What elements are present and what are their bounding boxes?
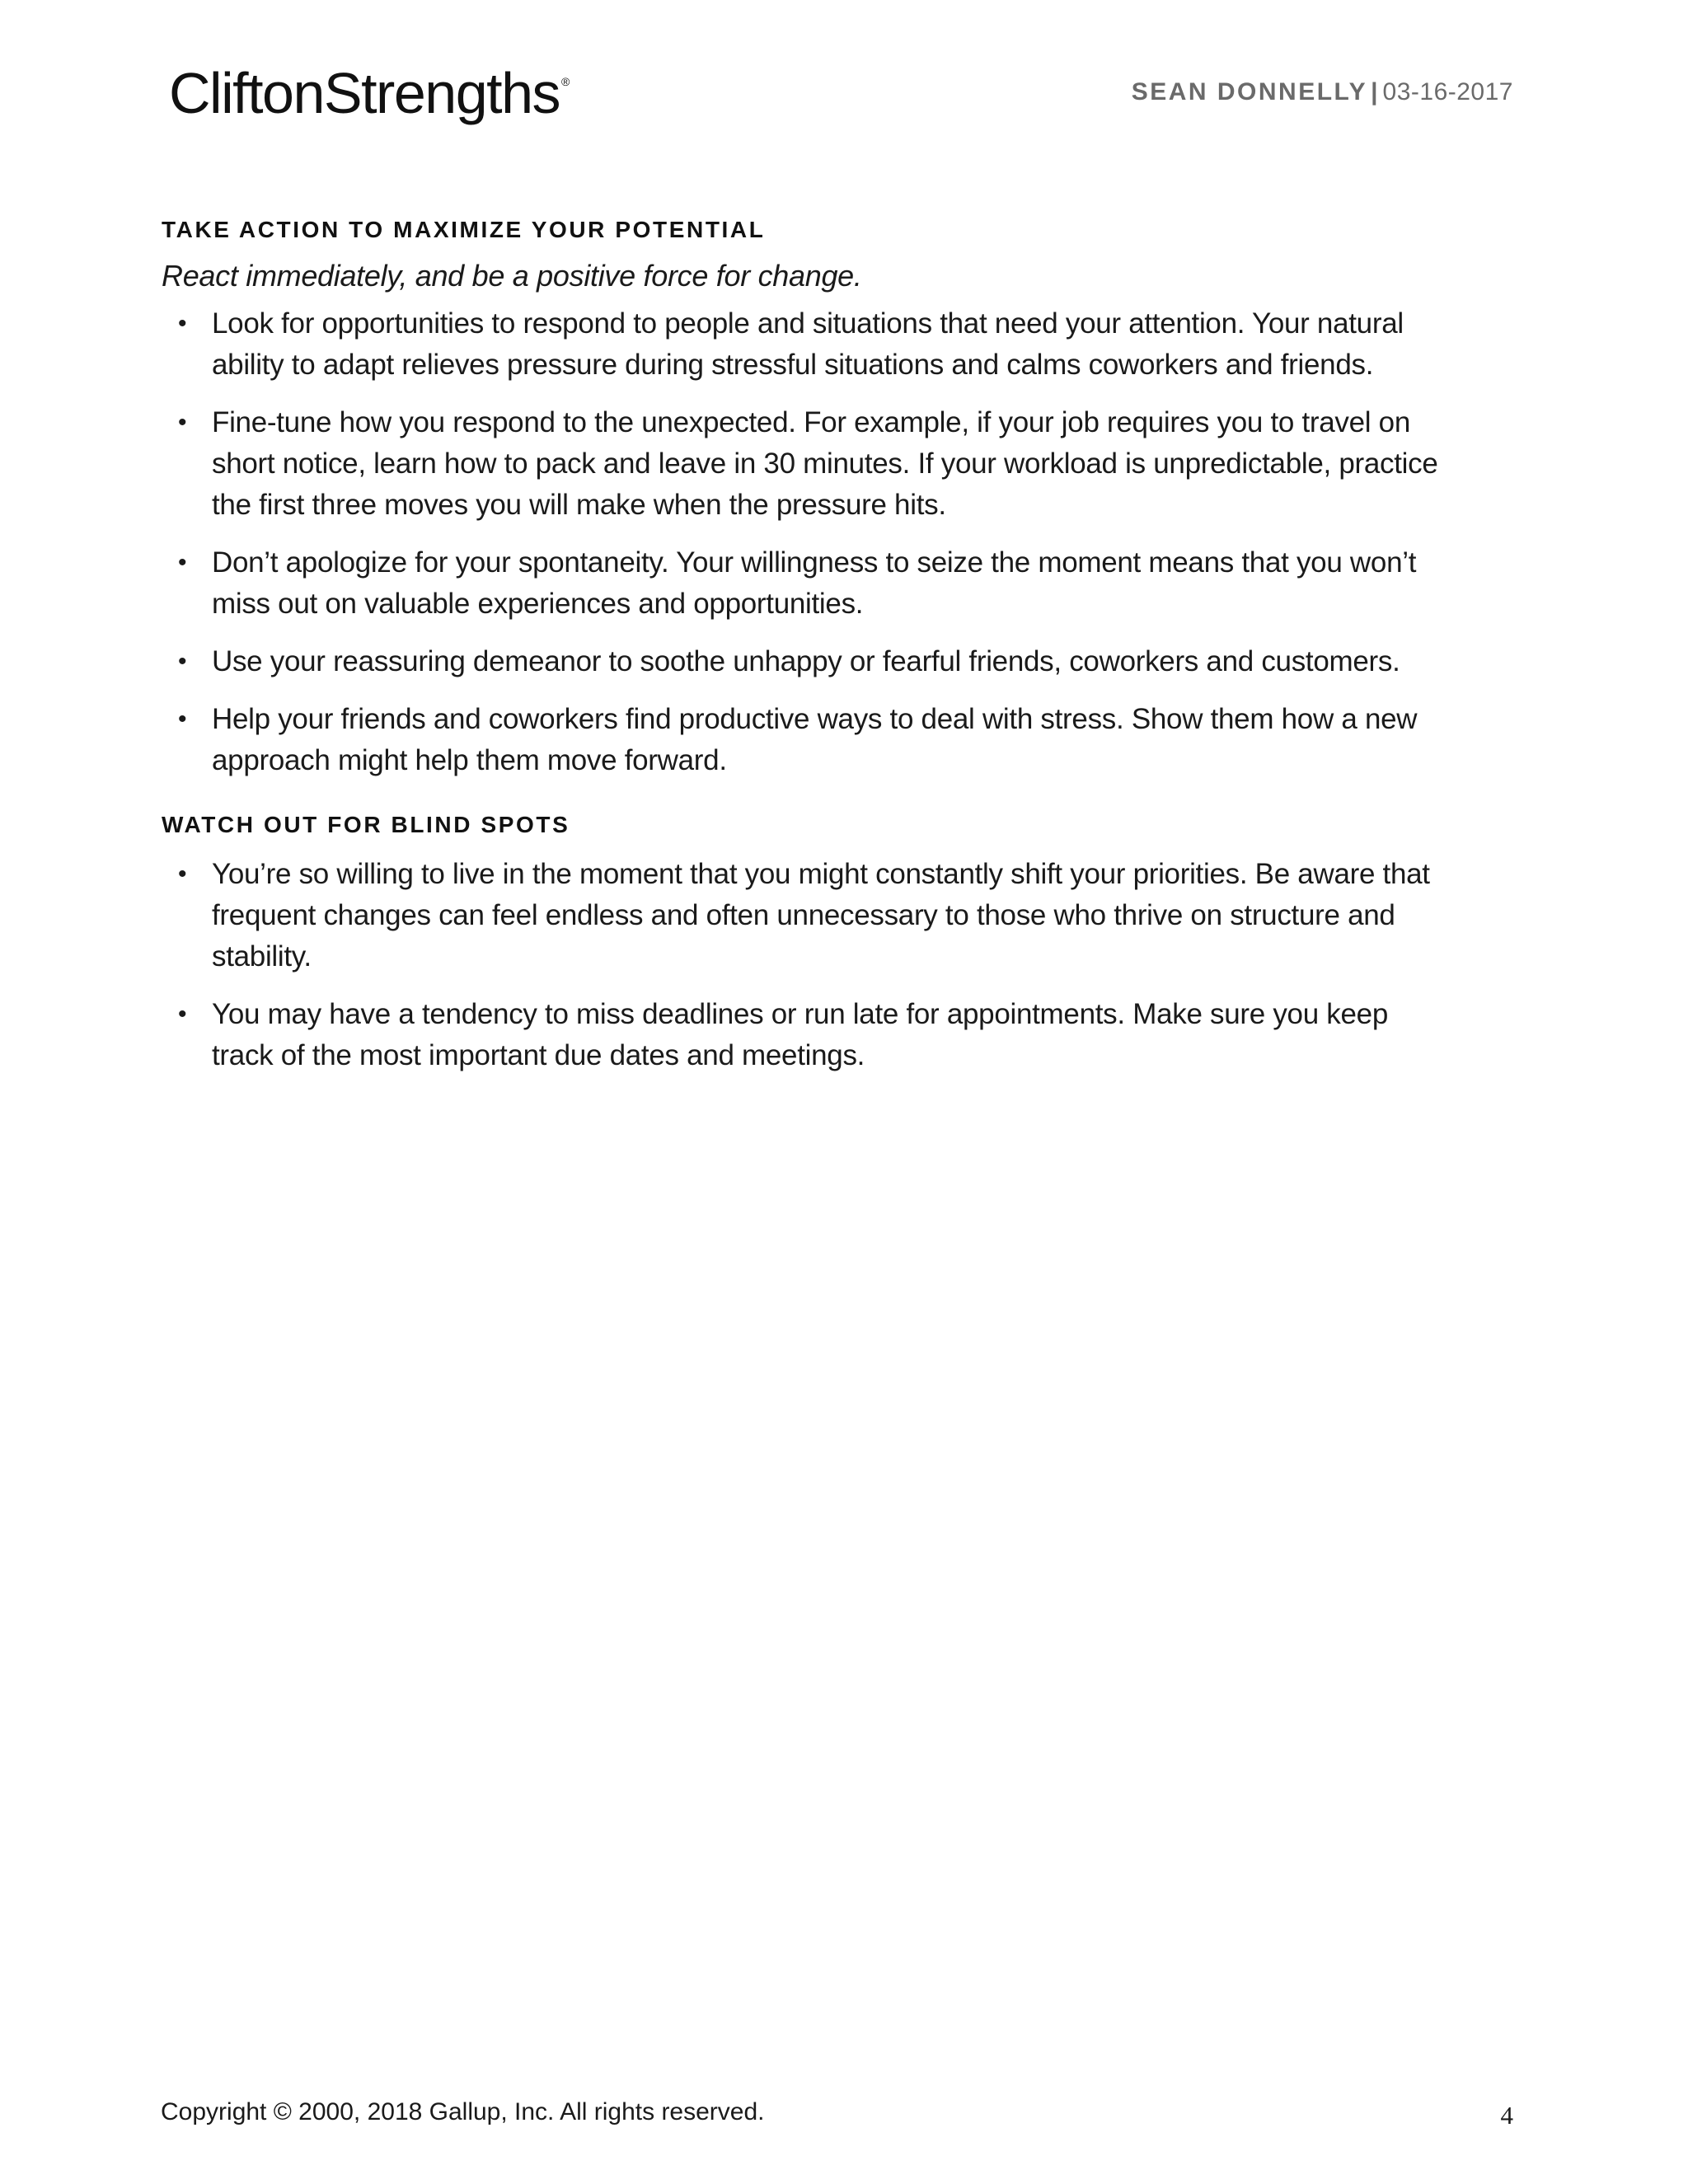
registered-mark: ® <box>561 75 570 88</box>
person-name: SEAN DONNELLY <box>1131 78 1368 105</box>
bullet-icon: • <box>178 1001 187 1028</box>
take-action-list <box>162 303 1447 781</box>
bullet-icon: • <box>178 860 187 888</box>
blind-spots-list <box>162 854 1447 1076</box>
cliftonstrengths-logo <box>169 61 570 125</box>
list-item <box>162 402 1447 526</box>
report-date: 03-16-2017 <box>1382 78 1513 105</box>
section-blind-spots <box>162 811 1447 1076</box>
section-take-action <box>162 216 1447 781</box>
list-item-text: Help your friends and coworkers find productive ways to deal with stress. Show them how a new approach might help them move forward. <box>212 703 1418 776</box>
list-item-text: Use your reassuring demeanor to soothe unhappy or fearful friends, coworkers and customers. <box>212 645 1400 677</box>
list-item-text: You may have a tendency to miss deadlines or run late for appointments. Make sure you keep track of the most important due dates and meetings. <box>212 998 1388 1071</box>
bullet-icon: • <box>178 648 187 675</box>
list-item <box>162 303 1447 386</box>
report-meta <box>1132 80 1513 105</box>
bullet-icon: • <box>178 409 187 436</box>
list-item-text: Don’t apologize for your spontaneity. Your willingness to seize the moment means that you won’t miss out on valuable experiences and opportunities. <box>212 546 1417 620</box>
bullet-icon: • <box>178 549 187 576</box>
page-number: 4 <box>1500 2101 1513 2130</box>
section-heading-take-action: TAKE ACTION TO MAXIMIZE YOUR POTENTIAL <box>162 217 766 242</box>
bullet-icon: • <box>178 705 187 733</box>
list-item <box>162 542 1447 625</box>
list-item <box>162 994 1447 1076</box>
meta-separator: | <box>1371 78 1378 105</box>
logo-text: CliftonStrengths <box>169 61 560 125</box>
copyright-notice: Copyright © 2000, 2018 Gallup, Inc. All rights reserved. <box>161 2098 765 2125</box>
list-item <box>162 641 1447 682</box>
list-item <box>162 854 1447 977</box>
section-subtitle: React immediately, and be a positive force for change. <box>162 259 862 293</box>
list-item-text: You’re so willing to live in the moment that you might constantly shift your priorities. Be aware that frequent changes can feel endless and often unnecessary to those who thrive on structure and stability. <box>212 858 1430 972</box>
bullet-icon: • <box>178 310 187 337</box>
page-content <box>162 216 1447 1093</box>
list-item-text: Look for opportunities to respond to people and situations that need your attention. Your natural ability to adapt relieves pressure during stressful situations and calms coworkers and friends. <box>212 307 1404 381</box>
list-item <box>162 699 1447 781</box>
list-item-text: Fine-tune how you respond to the unexpected. For example, if your job requires you to travel on short notice, learn how to pack and leave in 30 minutes. If your workload is unpredictable, practice the first three moves you will make when the pressure hits. <box>212 406 1438 521</box>
section-heading-blind-spots: WATCH OUT FOR BLIND SPOTS <box>162 812 570 837</box>
